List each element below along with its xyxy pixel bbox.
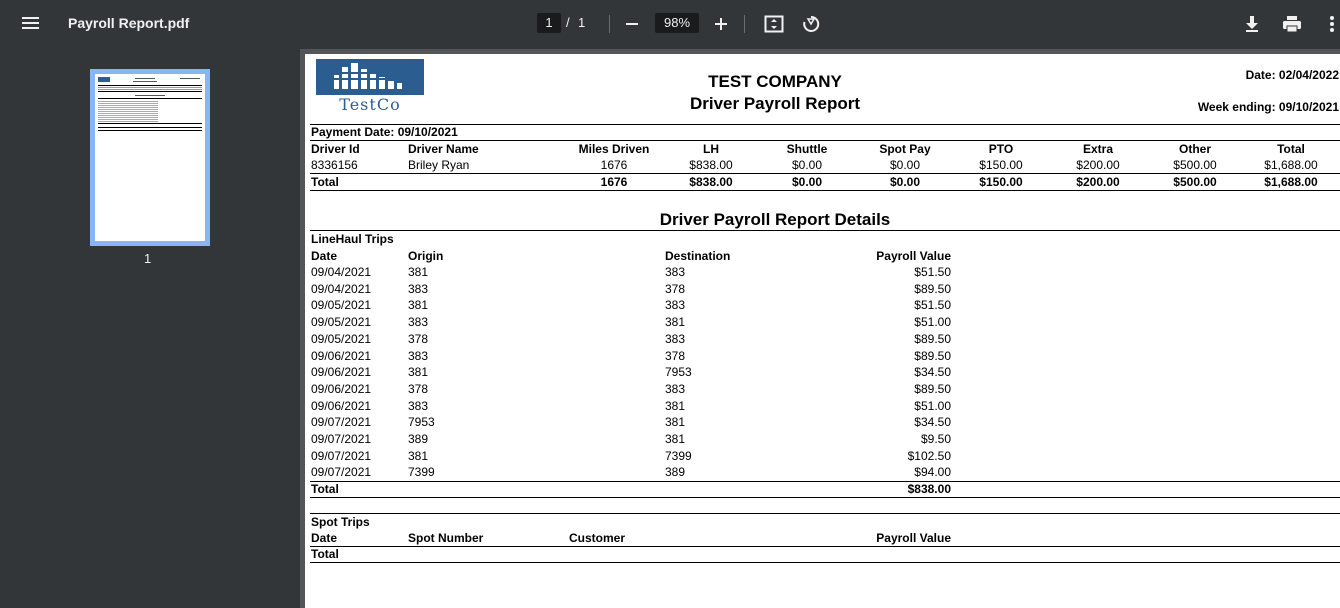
- payment-date: Payment Date: 09/10/2021: [311, 125, 458, 139]
- linehaul-cell: 383: [408, 281, 429, 296]
- summary-header: Extra: [1082, 142, 1114, 156]
- linehaul-cell: $51.00: [914, 315, 951, 330]
- linehaul-cell: 09/05/2021: [311, 315, 372, 330]
- divider: [310, 173, 1340, 174]
- linehaul-cell: 383: [408, 348, 429, 363]
- print-button[interactable]: [1280, 12, 1304, 36]
- linehaul-cell: 383: [408, 315, 429, 330]
- spot-header: Payroll Value: [876, 531, 951, 545]
- toolbar-divider: [744, 15, 745, 33]
- linehaul-cell: 09/05/2021: [311, 298, 372, 313]
- linehaul-cell: $89.50: [914, 381, 951, 396]
- document-viewer[interactable]: [300, 49, 1340, 608]
- linehaul-cell: $102.50: [907, 448, 951, 463]
- page-number-input[interactable]: 1: [537, 13, 561, 33]
- linehaul-cell: 7399: [665, 448, 692, 463]
- summary-cell: 8336156: [311, 158, 358, 172]
- company-name: TEST COMPANY: [708, 72, 842, 91]
- spot-total-label: Total: [311, 547, 339, 561]
- summary-header: Total: [1277, 142, 1305, 156]
- spot-header: Customer: [569, 531, 626, 545]
- summary-total-cell: $150.00: [979, 175, 1023, 189]
- linehaul-cell: 381: [408, 365, 429, 380]
- linehaul-cell: 378: [665, 281, 686, 296]
- company-logo: [316, 59, 424, 114]
- rotate-button[interactable]: [799, 12, 823, 36]
- linehaul-cell: 09/04/2021: [311, 265, 372, 279]
- spot-header: Date: [311, 531, 338, 545]
- download-button[interactable]: [1240, 12, 1264, 36]
- summary-total-cell: Total: [311, 175, 339, 189]
- linehaul-cell: 378: [408, 331, 429, 346]
- linehaul-cell: 7953: [665, 365, 692, 380]
- summary-header: Driver Name: [408, 142, 479, 156]
- linehaul-total-value: $838.00: [907, 482, 951, 496]
- linehaul-cell: 389: [408, 432, 429, 446]
- divider: [310, 230, 1340, 231]
- divider: [310, 481, 1340, 482]
- summary-cell: $838.00: [689, 158, 733, 172]
- document-title: Payroll Report.pdf: [68, 15, 190, 31]
- summary-header: Spot Pay: [879, 142, 931, 156]
- summary-header: PTO: [988, 142, 1014, 156]
- plus-icon: [714, 17, 728, 31]
- summary-total-cell: $1,688.00: [1264, 175, 1318, 189]
- summary-header: Miles Driven: [578, 142, 650, 156]
- thumbnail-preview: [95, 74, 205, 241]
- linehaul-cell: 381: [408, 448, 429, 463]
- fit-page-button[interactable]: [762, 12, 786, 36]
- linehaul-cell: 383: [665, 298, 686, 313]
- divider: [310, 190, 1340, 191]
- linehaul-cell: 09/07/2021: [311, 465, 372, 480]
- fit-page-icon: [764, 15, 784, 33]
- linehaul-cell: $51.50: [914, 298, 951, 313]
- summary-header: Driver Id: [311, 142, 360, 156]
- summary-cell: 1676: [600, 158, 628, 172]
- linehaul-header: Payroll Value: [876, 249, 951, 263]
- summary-cell: $200.00: [1076, 158, 1120, 172]
- linehaul-header: Date: [311, 249, 338, 263]
- linehaul-cell: $51.00: [914, 398, 951, 413]
- pdf-page: [305, 54, 1340, 608]
- more-vertical-icon: [1329, 15, 1335, 33]
- linehaul-cell: 389: [665, 465, 686, 480]
- linehaul-cell: 378: [665, 348, 686, 363]
- linehaul-cell: 09/05/2021: [311, 331, 372, 346]
- linehaul-cell: 09/06/2021: [311, 398, 372, 413]
- linehaul-header: Destination: [665, 249, 731, 263]
- summary-total-cell: $200.00: [1076, 175, 1120, 189]
- rotate-icon: [801, 14, 821, 34]
- summary-header: Shuttle: [786, 142, 828, 156]
- summary-total-cell: $500.00: [1173, 175, 1217, 189]
- linehaul-cell: 381: [665, 415, 686, 430]
- thumbnail-sidebar: [0, 49, 300, 608]
- summary-cell: $0.00: [889, 158, 921, 172]
- logo-text: TestCo: [339, 95, 401, 114]
- linehaul-cell: 383: [665, 331, 686, 346]
- linehaul-cell: $9.50: [920, 432, 951, 446]
- page-total: 1: [578, 15, 586, 30]
- linehaul-cell: 09/06/2021: [311, 348, 372, 363]
- week-ending: Week ending: 09/10/2021: [1197, 100, 1339, 114]
- linehaul-cell: $89.50: [914, 331, 951, 346]
- thumbnail-page-number: 1: [144, 251, 152, 266]
- linehaul-cell: $94.00: [914, 465, 951, 480]
- divider: [310, 497, 1340, 498]
- divider: [310, 546, 1340, 547]
- summary-total-cell: $0.00: [889, 175, 921, 189]
- summary-cell: $1,688.00: [1264, 158, 1318, 172]
- divider: [310, 140, 1340, 141]
- linehaul-cell: 381: [665, 315, 686, 330]
- page-thumbnail[interactable]: [90, 69, 210, 246]
- divider: [310, 513, 1340, 514]
- minus-icon: [625, 17, 639, 31]
- linehaul-total-label: Total: [311, 482, 339, 496]
- linehaul-cell: 09/07/2021: [311, 448, 372, 463]
- zoom-out-button[interactable]: [620, 12, 644, 36]
- linehaul-cell: 09/04/2021: [311, 281, 372, 296]
- divider: [310, 124, 1340, 125]
- linehaul-cell: $34.50: [914, 365, 951, 380]
- linehaul-cell: 383: [665, 381, 686, 396]
- linehaul-header: Origin: [408, 249, 444, 263]
- linehaul-cell: 383: [408, 398, 429, 413]
- linehaul-cell: $89.50: [914, 348, 951, 363]
- summary-cell: $150.00: [979, 158, 1023, 172]
- summary-header: LH: [703, 142, 719, 156]
- linehaul-cell: 381: [665, 432, 686, 446]
- summary-total-cell: 1676: [600, 175, 628, 189]
- spot-section-label: Spot Trips: [311, 515, 370, 529]
- linehaul-cell: 09/06/2021: [311, 381, 372, 396]
- report-title: Driver Payroll Report: [689, 94, 861, 113]
- page-separator: /: [566, 15, 570, 30]
- linehaul-cell: 09/07/2021: [311, 415, 372, 430]
- linehaul-cell: 383: [665, 265, 686, 279]
- summary-cell: $500.00: [1173, 158, 1217, 172]
- spot-header: Spot Number: [408, 531, 484, 545]
- zoom-input[interactable]: 98%: [655, 13, 699, 33]
- linehaul-cell: 381: [408, 265, 429, 279]
- summary-cell: $0.00: [791, 158, 823, 172]
- summary-header: Other: [1178, 142, 1211, 156]
- linehaul-cell: 7953: [408, 415, 435, 430]
- linehaul-section-label: LineHaul Trips: [311, 232, 394, 246]
- building-logo-icon: [316, 59, 424, 95]
- pdf-toolbar: [0, 0, 1340, 49]
- summary-total-cell: $838.00: [689, 175, 733, 189]
- summary-total-cell: $0.00: [791, 175, 823, 189]
- report-date: Date: 02/04/2022: [1245, 68, 1339, 82]
- linehaul-cell: $51.50: [914, 265, 951, 279]
- linehaul-cell: 378: [408, 381, 429, 396]
- menu-icon[interactable]: [22, 14, 46, 34]
- divider: [310, 562, 1340, 563]
- print-icon: [1282, 15, 1302, 33]
- toolbar-divider: [609, 15, 610, 33]
- linehaul-cell: 381: [665, 398, 686, 413]
- download-icon: [1244, 15, 1260, 33]
- more-options-button[interactable]: [1320, 12, 1340, 36]
- linehaul-cell: 7399: [408, 465, 435, 480]
- linehaul-cell: 381: [408, 298, 429, 313]
- linehaul-cell: $34.50: [914, 415, 951, 430]
- details-title: Driver Payroll Report Details: [659, 210, 891, 229]
- linehaul-cell: 09/07/2021: [311, 432, 372, 446]
- zoom-in-button[interactable]: [709, 12, 733, 36]
- linehaul-cell: $89.50: [914, 281, 951, 296]
- summary-cell: Briley Ryan: [408, 158, 470, 172]
- linehaul-cell: 09/06/2021: [311, 365, 372, 380]
